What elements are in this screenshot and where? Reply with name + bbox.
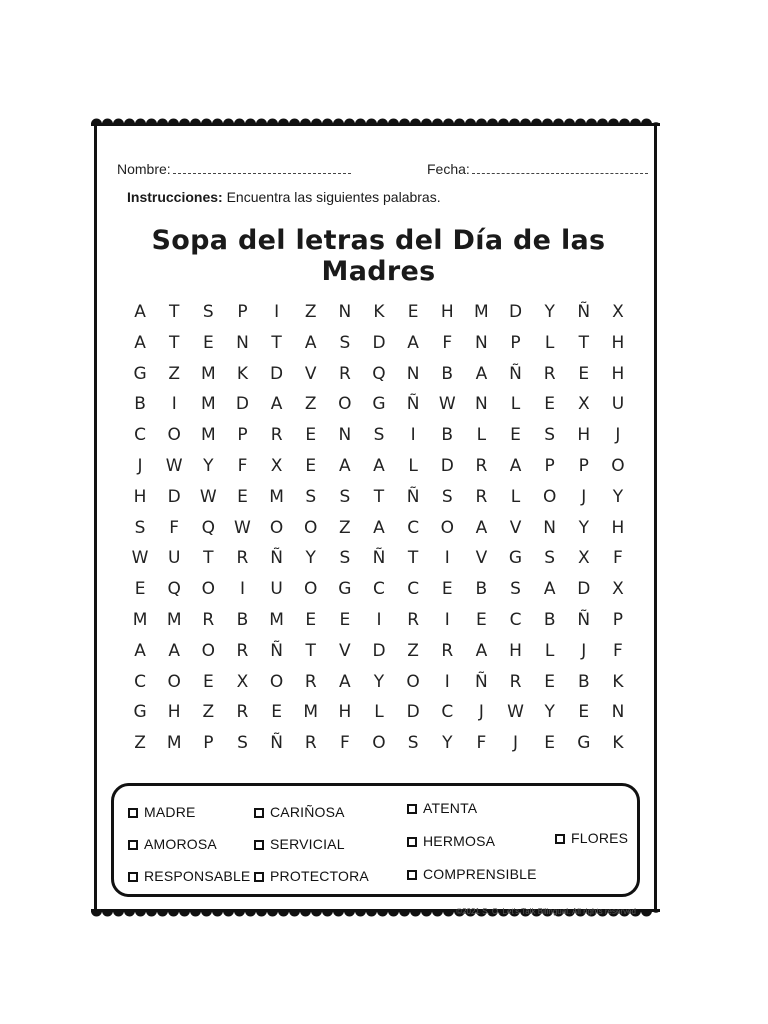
grid-letter[interactable]: E	[544, 733, 556, 754]
grid-letter[interactable]: L	[408, 455, 418, 476]
word-item-protectora[interactable]	[254, 868, 369, 884]
grid-letter[interactable]: H	[338, 702, 352, 723]
grid-letter[interactable]: M	[303, 702, 319, 723]
grid-letter[interactable]: Z	[339, 517, 351, 538]
grid-letter[interactable]: R	[270, 425, 283, 446]
word-label: CARIÑOSA	[270, 804, 345, 820]
grid-letter[interactable]: U	[270, 579, 283, 600]
grid-letter[interactable]: H	[611, 517, 625, 538]
grid-letter[interactable]: B	[134, 394, 146, 415]
grid-letter[interactable]: W	[199, 486, 217, 507]
grid-letter[interactable]: Ñ	[577, 302, 591, 322]
grid-letter[interactable]: O	[372, 733, 386, 754]
grid-letter[interactable]: T	[305, 640, 316, 661]
grid-letter[interactable]: N	[338, 425, 352, 446]
word-item-flores[interactable]	[555, 830, 628, 846]
grid-letter[interactable]: E	[407, 302, 419, 322]
grid-letter[interactable]: H	[577, 425, 591, 446]
grid-letter[interactable]: E	[544, 394, 556, 415]
grid-letter[interactable]: S	[407, 733, 419, 754]
name-field[interactable]	[117, 161, 351, 177]
grid-letter[interactable]: S	[305, 486, 317, 507]
grid-letter[interactable]: W	[234, 517, 251, 538]
grid-letter[interactable]: E	[339, 609, 351, 630]
checkbox-icon[interactable]	[128, 840, 138, 850]
grid-letter[interactable]: M	[474, 302, 489, 322]
grid-letter[interactable]: K	[612, 671, 624, 692]
instructions	[127, 189, 441, 205]
grid-letter[interactable]: I	[274, 302, 280, 322]
grid-letter[interactable]: I	[239, 579, 245, 600]
grid-letter[interactable]: T	[203, 548, 214, 569]
grid-letter[interactable]: E	[476, 609, 487, 630]
grid-letter[interactable]: B	[475, 579, 488, 600]
grid-letter[interactable]: J	[478, 702, 484, 723]
grid-letter[interactable]: Y	[544, 702, 555, 723]
grid-letter[interactable]: R	[441, 640, 454, 661]
grid-letter[interactable]: J	[581, 640, 587, 661]
grid-letter[interactable]: Q	[167, 579, 181, 600]
grid-letter[interactable]: V	[339, 640, 351, 661]
grid-letter[interactable]: F	[237, 455, 248, 476]
checkbox-icon[interactable]	[555, 834, 565, 844]
grid-letter[interactable]: S	[441, 486, 453, 507]
word-label: HERMOSA	[423, 833, 496, 849]
grid-letter[interactable]: T	[578, 332, 589, 353]
grid-letter[interactable]: B	[236, 609, 249, 630]
grid-letter[interactable]: K	[612, 733, 624, 754]
grid-letter[interactable]: Ñ	[406, 486, 420, 507]
grid-letter[interactable]: R	[236, 702, 249, 723]
grid-letter[interactable]: E	[441, 579, 453, 600]
grid-letter[interactable]: F	[613, 548, 623, 569]
grid-letter[interactable]: A	[509, 455, 522, 476]
date-blank-line[interactable]	[472, 161, 648, 174]
grid-letter[interactable]: R	[304, 671, 317, 692]
grid-letter[interactable]: C	[509, 609, 522, 630]
grid-letter[interactable]: P	[612, 609, 624, 630]
grid-letter[interactable]: H	[167, 702, 181, 723]
grid-letter[interactable]: O	[338, 394, 352, 415]
grid-letter[interactable]: X	[270, 455, 283, 476]
scalloped-border-top	[91, 112, 660, 126]
checkbox-icon[interactable]	[254, 840, 264, 850]
grid-letter[interactable]: Ñ	[270, 733, 283, 754]
grid-letter[interactable]: M	[200, 363, 216, 384]
grid-letter[interactable]: H	[611, 332, 625, 353]
grid-letter[interactable]: O	[167, 671, 181, 692]
grid-letter[interactable]: M	[200, 394, 216, 415]
grid-letter[interactable]: O	[611, 455, 625, 476]
grid-letter[interactable]: S	[373, 425, 385, 446]
checkbox-icon[interactable]	[254, 808, 264, 818]
grid-letter[interactable]: E	[510, 425, 521, 446]
grid-letter[interactable]: N	[543, 517, 557, 538]
grid-letter[interactable]: S	[339, 548, 351, 569]
date-field[interactable]	[427, 161, 648, 177]
grid-letter[interactable]: Q	[372, 363, 386, 384]
grid-letter[interactable]: R	[543, 363, 556, 384]
grid-letter[interactable]: Y	[203, 455, 214, 476]
grid-letter[interactable]: O	[440, 517, 454, 538]
grid-letter[interactable]: Ñ	[577, 609, 591, 630]
grid-letter[interactable]: A	[270, 394, 283, 415]
grid-letter[interactable]: G	[338, 579, 352, 600]
grid-letter[interactable]: R	[236, 548, 249, 569]
grid-letter[interactable]: T	[169, 332, 180, 353]
word-label: MADRE	[144, 804, 196, 820]
word-item-comprensible[interactable]	[407, 866, 537, 882]
word-label: RESPONSABLE	[144, 868, 251, 884]
grid-letter[interactable]: M	[166, 733, 182, 754]
word-item-atenta[interactable]	[407, 800, 477, 816]
grid-letter[interactable]: W	[165, 455, 183, 476]
grid-letter[interactable]: A	[373, 455, 385, 476]
grid-letter[interactable]: Ñ	[406, 394, 420, 415]
grid-letter[interactable]: X	[577, 394, 590, 415]
word-item-servicial[interactable]	[254, 836, 345, 852]
grid-letter[interactable]: L	[544, 640, 555, 661]
date-label: Fecha:	[427, 161, 470, 177]
grid-letter[interactable]: F	[442, 332, 453, 353]
grid-letter[interactable]: Ñ	[509, 363, 522, 384]
grid-letter[interactable]: N	[236, 332, 249, 353]
grid-letter[interactable]: F	[476, 733, 487, 754]
grid-letter[interactable]: T	[373, 486, 385, 507]
grid-letter[interactable]: V	[475, 548, 488, 569]
grid-letter[interactable]: E	[237, 486, 248, 507]
grid-letter[interactable]: E	[202, 332, 214, 353]
grid-letter[interactable]: D	[508, 302, 523, 322]
grid-letter[interactable]: P	[544, 455, 555, 476]
grid-letter[interactable]: S	[510, 579, 521, 600]
grid-letter[interactable]: K	[373, 302, 385, 322]
grid-letter[interactable]: Z	[168, 363, 181, 384]
grid-letter[interactable]: Ñ	[270, 640, 283, 661]
word-item-madre[interactable]	[128, 804, 196, 820]
checkbox-icon[interactable]	[407, 804, 417, 814]
grid-letter[interactable]: T	[271, 332, 282, 353]
name-label: Nombre:	[117, 161, 171, 177]
grid-letter[interactable]: Y	[305, 548, 316, 569]
grid-letter[interactable]: I	[444, 609, 450, 630]
grid-letter[interactable]: I	[444, 671, 450, 692]
grid-letter[interactable]: G	[133, 702, 147, 723]
instructions-text: Encuentra las siguientes palabras.	[222, 189, 441, 205]
grid-letter[interactable]: R	[202, 609, 215, 630]
instructions-label: Instrucciones:	[127, 189, 223, 205]
grid-letter[interactable]: D	[577, 579, 591, 600]
grid-letter[interactable]: M	[269, 486, 284, 507]
checkbox-icon[interactable]	[254, 872, 264, 882]
grid-letter[interactable]: A	[134, 640, 146, 661]
grid-letter[interactable]: T	[169, 302, 180, 322]
grid-letter[interactable]: D	[440, 455, 454, 476]
grid-letter[interactable]: R	[236, 640, 249, 661]
grid-letter[interactable]: J	[137, 455, 143, 476]
grid-letter[interactable]: L	[510, 486, 521, 507]
grid-letter[interactable]: Y	[544, 302, 555, 322]
word-list-box	[111, 783, 640, 897]
grid-letter[interactable]: M	[269, 609, 284, 630]
grid-letter[interactable]: Y	[373, 671, 385, 692]
grid-letter[interactable]: H	[440, 302, 454, 322]
grid-letter[interactable]: X	[577, 548, 590, 569]
grid-letter[interactable]: A	[134, 332, 146, 353]
grid-letter[interactable]: E	[305, 455, 317, 476]
grid-letter[interactable]: J	[513, 733, 519, 754]
grid-letter[interactable]: Q	[201, 517, 216, 538]
grid-letter[interactable]: E	[544, 671, 556, 692]
grid-letter[interactable]: U	[167, 548, 181, 569]
grid-letter[interactable]: G	[577, 733, 591, 754]
grid-letter[interactable]: O	[304, 517, 318, 538]
grid-letter[interactable]: W	[438, 394, 456, 415]
word-label: ATENTA	[423, 800, 478, 816]
grid-letter[interactable]: Z	[134, 733, 146, 754]
grid-letter[interactable]: K	[236, 363, 249, 384]
grid-letter[interactable]: C	[134, 425, 146, 446]
grid-letter[interactable]: A	[168, 640, 181, 661]
grid-letter[interactable]: I	[376, 609, 382, 630]
grid-letter[interactable]: N	[611, 702, 625, 723]
grid-letter[interactable]: X	[236, 671, 249, 692]
worksheet	[91, 112, 660, 924]
grid-letter[interactable]: L	[374, 702, 384, 723]
grid-letter[interactable]: O	[304, 579, 318, 600]
grid-letter[interactable]: F	[339, 733, 350, 754]
grid-letter[interactable]: Z	[304, 394, 317, 415]
grid-letter[interactable]: G	[372, 394, 386, 415]
grid-letter[interactable]: B	[543, 609, 556, 630]
grid-letter[interactable]: X	[612, 579, 624, 600]
grid-letter[interactable]: A	[339, 671, 351, 692]
grid-letter[interactable]: D	[406, 702, 420, 723]
grid-letter[interactable]: S	[339, 332, 351, 353]
grid-letter[interactable]: X	[612, 302, 624, 322]
grid-letter[interactable]: S	[202, 302, 214, 322]
word-label: AMOROSA	[144, 836, 217, 852]
grid-letter[interactable]: R	[338, 363, 351, 384]
grid-letter[interactable]: N	[475, 394, 488, 415]
grid-letter[interactable]: E	[305, 609, 317, 630]
grid-letter[interactable]: D	[235, 394, 249, 415]
grid-letter[interactable]: W	[131, 548, 149, 569]
word-item-carinosa[interactable]	[254, 804, 345, 820]
grid-letter[interactable]: U	[611, 394, 625, 415]
grid-letter[interactable]: S	[134, 517, 146, 538]
grid-letter[interactable]: C	[407, 517, 420, 538]
grid-letter[interactable]: E	[134, 579, 146, 600]
grid-letter[interactable]: S	[544, 425, 556, 446]
word-item-amorosa[interactable]	[128, 836, 217, 852]
grid-letter[interactable]: A	[339, 455, 351, 476]
grid-letter[interactable]: R	[304, 733, 317, 754]
grid-letter[interactable]: H	[509, 640, 522, 661]
grid-letter[interactable]: G	[133, 363, 147, 384]
grid-letter[interactable]: Y	[578, 517, 589, 538]
worksheet-frame	[94, 125, 657, 916]
grid-letter[interactable]: Y	[442, 733, 453, 754]
grid-letter[interactable]: C	[134, 671, 146, 692]
grid-letter[interactable]: R	[475, 455, 488, 476]
grid-letter[interactable]: W	[507, 702, 524, 723]
grid-letter[interactable]: A	[475, 517, 488, 538]
grid-letter[interactable]: B	[441, 425, 454, 446]
grid-letter[interactable]: J	[581, 486, 587, 507]
grid-letter[interactable]: L	[544, 332, 555, 353]
grid-letter[interactable]: P	[237, 302, 248, 322]
grid-letter[interactable]: H	[611, 363, 625, 384]
grid-letter[interactable]: O	[406, 671, 420, 692]
grid-letter[interactable]: R	[509, 671, 522, 692]
grid-letter[interactable]: A	[304, 332, 317, 353]
grid-letter[interactable]: J	[615, 425, 621, 446]
grid-letter[interactable]: N	[406, 363, 420, 384]
grid-letter[interactable]: N	[475, 332, 488, 353]
grid-letter[interactable]: Y	[612, 486, 624, 507]
grid-letter[interactable]: A	[373, 517, 385, 538]
grid-letter[interactable]: P	[510, 332, 521, 353]
grid-letter[interactable]: P	[578, 455, 589, 476]
grid-letter[interactable]: Z	[407, 640, 419, 661]
grid-letter[interactable]: L	[510, 394, 521, 415]
grid-letter[interactable]: R	[475, 486, 488, 507]
grid-letter[interactable]: O	[269, 671, 284, 692]
grid-letter[interactable]: Ñ	[475, 671, 488, 692]
grid-letter[interactable]: E	[305, 425, 317, 446]
checkbox-icon[interactable]	[128, 808, 138, 818]
grid-letter[interactable]: E	[578, 363, 590, 384]
grid-letter[interactable]: E	[271, 702, 282, 723]
grid-letter[interactable]: O	[542, 486, 557, 507]
grid-letter[interactable]: Z	[202, 702, 215, 723]
grid-letter[interactable]: T	[407, 548, 419, 569]
word-item-hermosa[interactable]	[407, 833, 495, 849]
word-search-grid	[123, 297, 635, 759]
grid-letter[interactable]: O	[201, 640, 216, 661]
name-blank-line[interactable]	[173, 161, 351, 174]
checkbox-icon[interactable]	[407, 870, 417, 880]
grid-letter[interactable]: C	[373, 579, 385, 600]
copyright-notice: ©2021 S. O. Let's Talk Bilingual. All rights reserved	[456, 907, 636, 916]
grid-letter[interactable]: C	[407, 579, 420, 600]
grid-letter[interactable]: A	[407, 332, 419, 353]
grid-letter[interactable]: A	[543, 579, 556, 600]
grid-letter[interactable]: Z	[304, 302, 317, 322]
word-label: PROTECTORA	[270, 868, 369, 884]
grid-letter[interactable]: Ñ	[372, 548, 386, 569]
grid-letter[interactable]: S	[339, 486, 351, 507]
grid-letter[interactable]: F	[169, 517, 180, 538]
grid-letter[interactable]: E	[202, 671, 214, 692]
checkbox-icon[interactable]	[407, 837, 417, 847]
grid-letter[interactable]: B	[441, 363, 454, 384]
word-label: COMPRENSIBLE	[423, 866, 537, 882]
grid-letter[interactable]: D	[372, 332, 386, 353]
grid-letter[interactable]: F	[613, 640, 623, 661]
grid-letter[interactable]: V	[304, 363, 317, 384]
grid-letter[interactable]: D	[167, 486, 181, 507]
grid-letter[interactable]: H	[133, 486, 147, 507]
grid-letter[interactable]: I	[444, 548, 450, 569]
grid-letter[interactable]: R	[407, 609, 420, 630]
grid-letter[interactable]: S	[544, 548, 556, 569]
grid-letter[interactable]: O	[269, 517, 284, 538]
grid-letter[interactable]: D	[372, 640, 386, 661]
grid-letter[interactable]: L	[476, 425, 487, 446]
word-item-responsable[interactable]	[128, 868, 250, 884]
grid-letter[interactable]: M	[166, 609, 182, 630]
grid-letter[interactable]: I	[171, 394, 177, 415]
grid-letter[interactable]: C	[441, 702, 454, 723]
grid-letter[interactable]: D	[270, 363, 284, 384]
grid-letter[interactable]: P	[203, 733, 214, 754]
grid-letter[interactable]: N	[338, 302, 352, 322]
grid-letter[interactable]: V	[509, 517, 522, 538]
grid-letter[interactable]: S	[237, 733, 248, 754]
grid-letter[interactable]: M	[200, 425, 216, 446]
word-label: SERVICIAL	[270, 836, 345, 852]
grid-letter[interactable]: O	[201, 579, 216, 600]
checkbox-icon[interactable]	[128, 872, 138, 882]
grid-letter[interactable]: G	[508, 548, 523, 569]
grid-letter[interactable]: E	[578, 702, 590, 723]
page-title: Sopa del letras del Día de las Madres	[151, 225, 606, 287]
grid-letter[interactable]: A	[475, 363, 488, 384]
grid-letter[interactable]: I	[410, 425, 416, 446]
grid-letter[interactable]: A	[475, 640, 488, 661]
grid-letter[interactable]: O	[167, 425, 181, 446]
grid-letter[interactable]: P	[237, 425, 248, 446]
grid-letter[interactable]: B	[577, 671, 590, 692]
word-label: FLORES	[571, 830, 629, 846]
grid-letter[interactable]: M	[132, 609, 148, 630]
grid-letter[interactable]: Ñ	[270, 548, 283, 569]
grid-letter[interactable]: A	[134, 302, 146, 322]
